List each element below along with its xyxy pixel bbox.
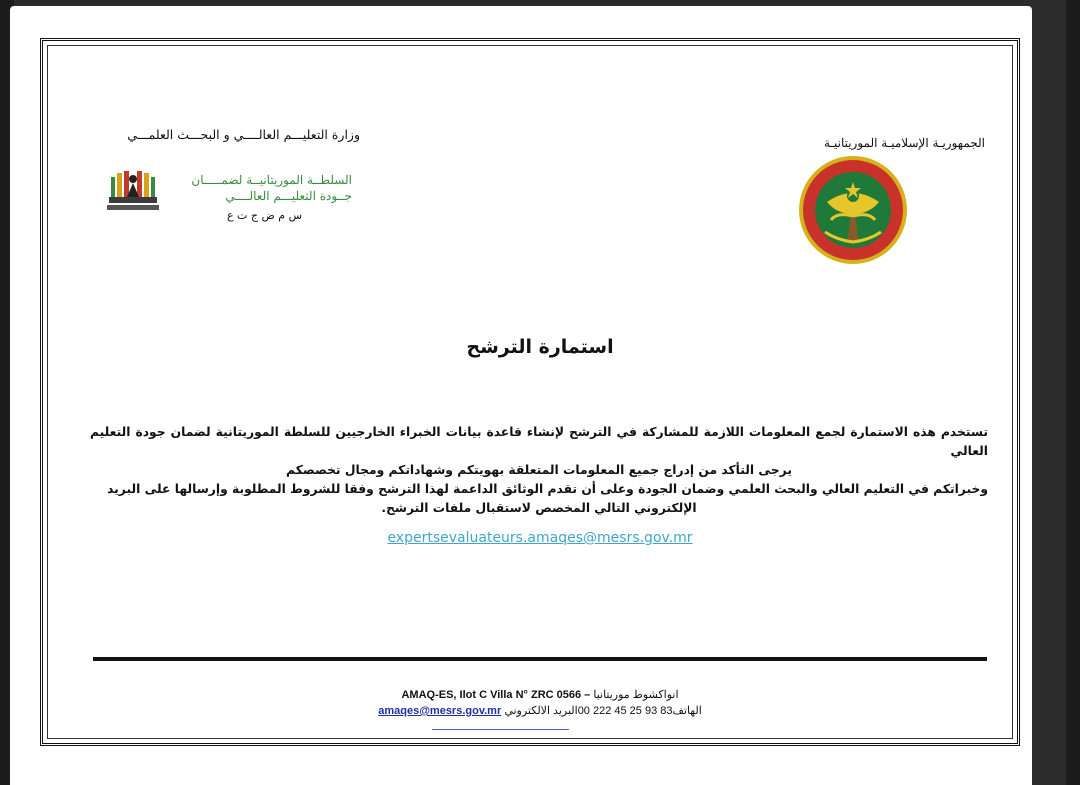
ministry-header — [95, 125, 360, 235]
republic-header — [745, 132, 985, 242]
authority-acronym: س م ض ج ت ع — [226, 209, 302, 222]
ministry-title: وزارة التعليـــم العالــــي و البحـــث العلمـــي — [127, 127, 360, 142]
footer-phone-label: الهاتف — [672, 705, 702, 717]
footer-divider — [93, 657, 987, 661]
footer-phone-number: 00 222 45 25 93 83 — [577, 705, 673, 717]
footer-address — [0, 688, 1080, 701]
instructions-line2: يرجى التأكد من إدراج جميع المعلومات المتعلقة بهويتكم وشهاداتكم ومجال تخصصكم — [286, 463, 792, 477]
footer-address-latin: AMAQ-ES, Ilot C Villa N° ZRC 0566 – — [401, 689, 591, 701]
authority-name-line1: السلطــة الموريتانيــة لضمـــــان — [191, 173, 352, 187]
authority-name-line2: جــودة التعليـــم العالــــي — [225, 189, 352, 203]
instructions — [90, 423, 988, 518]
footer-email-label: البريد الالكتروني — [504, 705, 578, 717]
instructions-line1: تستخدم هذه الاستمارة لجمع المعلومات اللازمة للمشاركة في الترشح لإنشاء قاعدة بيانات الخبراء الخارجيين للسلطة الموريتانية لضمان جودة التعليم العالي — [90, 425, 988, 458]
right-edge — [1066, 0, 1080, 785]
footer-contact — [0, 704, 1080, 717]
footer-underline — [432, 729, 569, 730]
republic-title: الجمهوريـة الإسلاميـة الموريتانيـة — [824, 136, 985, 150]
document-page — [10, 6, 1032, 785]
amaqes-logo — [105, 167, 161, 213]
form-title: استمارة الترشح — [466, 336, 614, 358]
candidate-email-link[interactable]: expertsevaluateurs.amaqes@mesrs.gov.mr — [387, 530, 693, 546]
instructions-line3: وخبراتكم في التعليم العالي والبحث العلمي وضمان الجودة وعلى أن تقدم الوثائق الداعمة لهذا الترشح وفقا للشروط المطلوبة وإرسالها على البريد — [107, 482, 988, 496]
instructions-line4: الإلكتروني التالي المخصص لاستقبال ملفات الترشح. — [381, 501, 697, 515]
footer-address-arabic: انواكشوط موريتانيا — [593, 689, 679, 701]
national-seal-icon — [797, 154, 909, 266]
footer-email-link[interactable]: amaqes@mesrs.gov.mr — [378, 705, 502, 717]
